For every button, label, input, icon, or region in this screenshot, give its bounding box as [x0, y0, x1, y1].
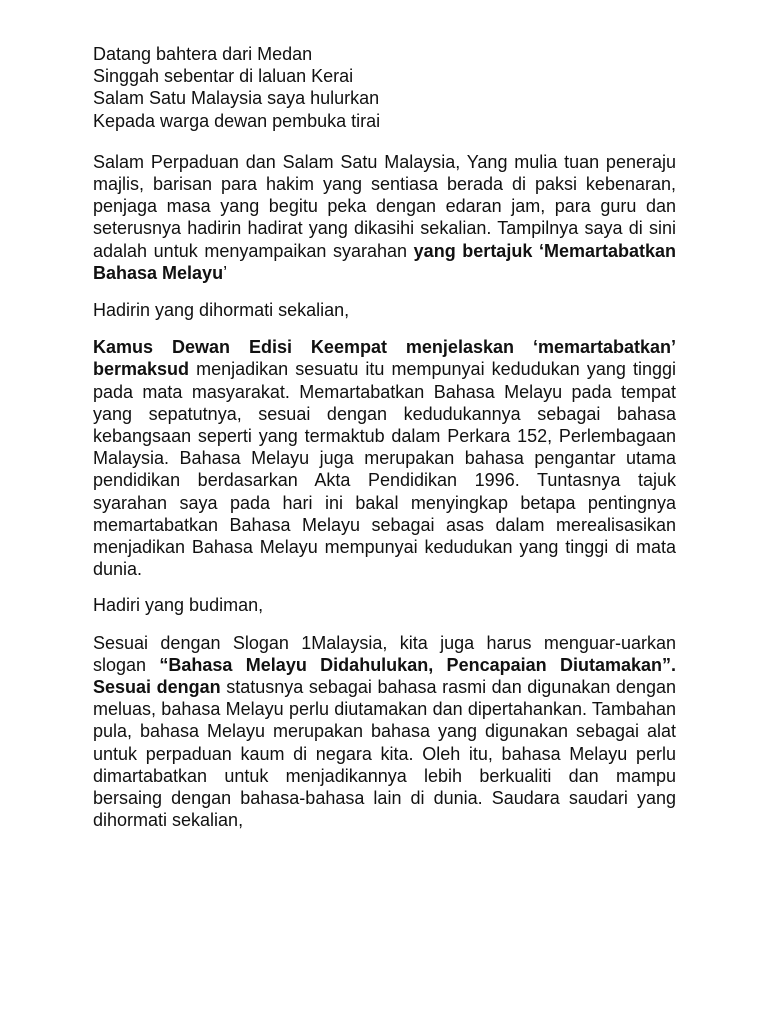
- pantun-line: Datang bahtera dari Medan: [93, 44, 313, 64]
- pantun-line: Singgah sebentar di laluan Kerai: [93, 66, 354, 87]
- document-page: [93, 43, 676, 847]
- pantun-line: Kepada warga dewan pembuka tirai: [93, 110, 381, 131]
- paragraph-slogan: [93, 632, 676, 832]
- pantun-line: Salam Satu Malaysia saya hulurkan: [93, 88, 380, 109]
- paragraph-text: statusnya sebagai bahasa rasmi dan digunakan dengan meluas, bahasa Melayu perlu diutamakan dan dipertahankan. Tambahan pula, bahasa Melayu merupakan bahasa yang digunakan sebagai alat untuk perpaduan kaum di negara kita. Oleh itu, bahasa Melayu perlu dimartabatkan untuk menjadikannya lebih berkualiti dan mampu bersaing dengan bahasa-bahasa lain di dunia. Saudara saudari yang dihormati sekalian,: [93, 677, 676, 831]
- paragraph-text: Sesuai dengan Slogan 1Malaysia, kita juga harus menguar-uarkan slogan: [93, 632, 676, 675]
- paragraph-definition: [93, 336, 676, 580]
- salutation: Hadiri yang budiman,: [93, 595, 264, 616]
- definition-lead: Kamus Dewan Edisi Keempat menjelaskan ‘memartabatkan’ bermaksud: [93, 337, 676, 380]
- closing-quote: ’: [223, 262, 228, 283]
- slogan-text: “Bahasa Melayu Didahulukan, Pencapaian Diutamakan”. Sesuai dengan: [93, 654, 676, 698]
- paragraph-text: Salam Perpaduan dan Salam Satu Malaysia, Yang mulia tuan peneraju majlis, barisan para hakim yang sentiasa berada di paksi kebenaran, penjaga masa yang begitu peka dengan edaran jam, para guru dan seterusnya hadirin hadirat yang dikasihi sekalian. Tampilnya saya di sini adalah untuk menyampaikan syarahan: [93, 151, 676, 261]
- paragraph-opening-greeting: [93, 151, 676, 284]
- speech-title: yang bertajuk ‘Memartabatkan Bahasa Melayu: [93, 240, 676, 283]
- opening-pantun: [93, 43, 676, 132]
- salutation: Hadirin yang dihormati sekalian,: [93, 300, 350, 321]
- paragraph-text: menjadikan sesuatu itu mempunyai kedudukan yang tinggi pada mata masyarakat. Memartabatkan Bahasa Melayu pada tempat yang sepatutnya, sesuai dengan kedudukannya sebagai bahasa kebangsaan seperti yang termaktub dalam Perkara 152, Perlembagaan Malaysia. Bahasa Melayu juga merupakan bahasa pengantar utama pendidikan berdasarkan Akta Pendidikan 1996. Tuntasnya tajuk syarahan saya pada hari ini bakal menyingkap betapa pentingnya memartabatkan Bahasa Melayu sebagai asas dalam merealisasikan menjadikan Bahasa Melayu mempunyai kedudukan yang tinggi di mata dunia.: [93, 359, 676, 580]
